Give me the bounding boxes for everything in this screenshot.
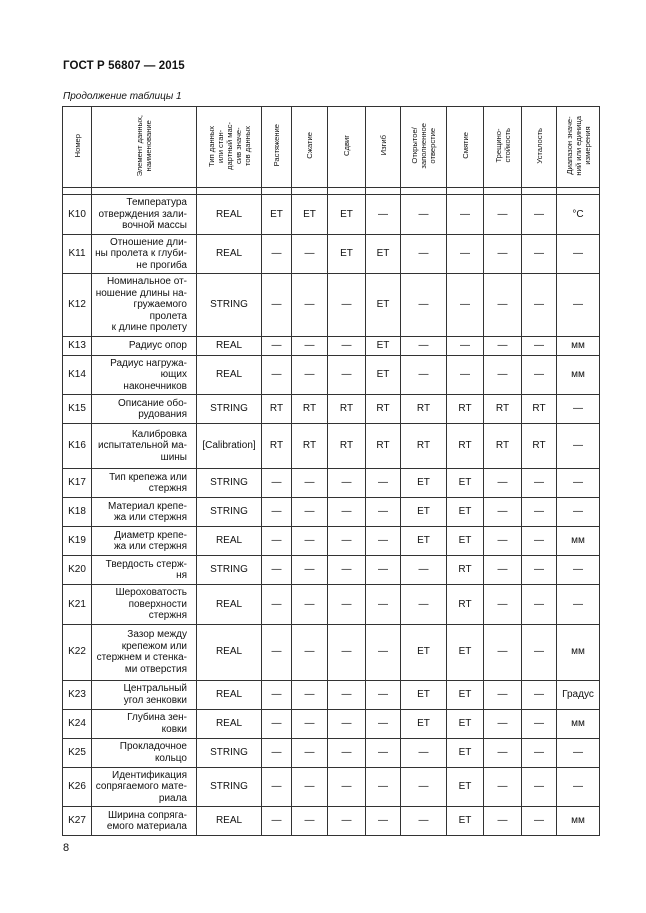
row-test-cell: — bbox=[292, 585, 328, 625]
row-unit: — bbox=[557, 498, 600, 527]
row-element-name: Калибровка испытательной ма- шины bbox=[92, 424, 197, 469]
row-test-cell: — bbox=[366, 680, 401, 709]
row-test-cell: ET bbox=[447, 767, 484, 807]
row-test-cell: — bbox=[522, 624, 557, 680]
row-test-cell: — bbox=[484, 709, 522, 738]
row-test-cell: — bbox=[328, 527, 366, 556]
row-data-type: REAL bbox=[197, 624, 262, 680]
row-test-cell: RT bbox=[328, 424, 366, 469]
table-row bbox=[63, 274, 600, 337]
row-test-cell: — bbox=[328, 680, 366, 709]
row-element-name: Номинальное от- ношение длины на- гружаемого пролета к длине пролету bbox=[92, 274, 197, 337]
header-compression bbox=[292, 107, 328, 188]
row-test-cell: ET bbox=[401, 469, 447, 498]
column-header-label: Номер bbox=[72, 133, 82, 158]
table-row bbox=[63, 624, 600, 680]
table-row bbox=[63, 195, 600, 235]
row-test-cell: ET bbox=[447, 498, 484, 527]
row-test-cell: — bbox=[366, 767, 401, 807]
header-open-hole bbox=[401, 107, 447, 188]
table-row bbox=[63, 395, 600, 424]
row-code: K13 bbox=[63, 336, 92, 355]
row-code: K23 bbox=[63, 680, 92, 709]
row-test-cell: — bbox=[522, 738, 557, 767]
header-fatigue bbox=[522, 107, 557, 188]
row-test-cell: — bbox=[447, 274, 484, 337]
row-code: K18 bbox=[63, 498, 92, 527]
row-element-name: Температура отверждения зали- вочной массы bbox=[92, 195, 197, 235]
row-element-name: Твердость стерж- ня bbox=[92, 556, 197, 585]
row-test-cell: — bbox=[484, 556, 522, 585]
row-test-cell: — bbox=[292, 807, 328, 836]
row-test-cell: — bbox=[328, 738, 366, 767]
row-test-cell: — bbox=[484, 585, 522, 625]
row-data-type: REAL bbox=[197, 585, 262, 625]
row-test-cell: — bbox=[262, 738, 292, 767]
row-test-cell: — bbox=[328, 336, 366, 355]
row-test-cell: RT bbox=[292, 424, 328, 469]
row-test-cell: — bbox=[292, 355, 328, 395]
table-row bbox=[63, 709, 600, 738]
row-test-cell: — bbox=[262, 274, 292, 337]
row-data-type: STRING bbox=[197, 498, 262, 527]
row-code: K16 bbox=[63, 424, 92, 469]
row-code: K14 bbox=[63, 355, 92, 395]
row-test-cell: — bbox=[484, 274, 522, 337]
table-header-row bbox=[63, 107, 600, 188]
row-test-cell: — bbox=[522, 556, 557, 585]
row-unit: — bbox=[557, 395, 600, 424]
table-row bbox=[63, 527, 600, 556]
row-test-cell: ET bbox=[447, 680, 484, 709]
table-row bbox=[63, 234, 600, 274]
row-test-cell: — bbox=[401, 556, 447, 585]
row-unit: — bbox=[557, 469, 600, 498]
table-row bbox=[63, 498, 600, 527]
row-test-cell: — bbox=[262, 807, 292, 836]
row-unit: — bbox=[557, 767, 600, 807]
row-unit: мм bbox=[557, 807, 600, 836]
row-element-name: Описание обо- рудования bbox=[92, 395, 197, 424]
row-test-cell: ET bbox=[366, 234, 401, 274]
row-test-cell: ET bbox=[447, 738, 484, 767]
row-test-cell: — bbox=[401, 336, 447, 355]
row-test-cell: RT bbox=[447, 556, 484, 585]
row-code: K15 bbox=[63, 395, 92, 424]
row-test-cell: — bbox=[522, 469, 557, 498]
table-caption: Продолжение таблицы 1 bbox=[63, 91, 182, 102]
row-test-cell: — bbox=[522, 498, 557, 527]
row-code: K26 bbox=[63, 767, 92, 807]
row-test-cell: — bbox=[328, 585, 366, 625]
row-code: K24 bbox=[63, 709, 92, 738]
row-test-cell: RT bbox=[262, 424, 292, 469]
row-element-name: Тип крепежа или стержня bbox=[92, 469, 197, 498]
row-test-cell: — bbox=[292, 767, 328, 807]
column-header-label: Усталость bbox=[534, 127, 544, 164]
row-test-cell: — bbox=[484, 527, 522, 556]
row-test-cell: — bbox=[401, 274, 447, 337]
row-test-cell: — bbox=[484, 624, 522, 680]
header-range-or-unit bbox=[557, 107, 600, 188]
column-header-label: Диапазон значе- ний или единица измерения bbox=[564, 115, 592, 176]
row-test-cell: — bbox=[292, 680, 328, 709]
row-test-cell: — bbox=[366, 585, 401, 625]
row-test-cell: — bbox=[366, 556, 401, 585]
table-body bbox=[63, 188, 600, 836]
row-unit: — bbox=[557, 585, 600, 625]
row-test-cell: — bbox=[328, 355, 366, 395]
row-test-cell: — bbox=[292, 556, 328, 585]
row-test-cell: — bbox=[447, 355, 484, 395]
row-element-name: Радиус опор bbox=[92, 336, 197, 355]
row-element-name: Шероховатость поверхности стержня bbox=[92, 585, 197, 625]
row-unit: — bbox=[557, 424, 600, 469]
row-test-cell: — bbox=[484, 355, 522, 395]
row-element-name: Идентификация сопрягаемого мате- риала bbox=[92, 767, 197, 807]
table-row bbox=[63, 767, 600, 807]
row-element-name: Диаметр крепе- жа или стержня bbox=[92, 527, 197, 556]
column-header-label: Сжатие bbox=[305, 132, 314, 159]
row-test-cell: ET bbox=[328, 195, 366, 235]
row-code: K22 bbox=[63, 624, 92, 680]
row-test-cell: ET bbox=[401, 527, 447, 556]
table-row bbox=[63, 336, 600, 355]
row-test-cell: — bbox=[522, 355, 557, 395]
row-test-cell: ET bbox=[447, 807, 484, 836]
row-test-cell: — bbox=[292, 738, 328, 767]
row-test-cell: — bbox=[262, 336, 292, 355]
row-test-cell: — bbox=[328, 807, 366, 836]
row-test-cell: RT bbox=[401, 395, 447, 424]
row-test-cell: — bbox=[447, 336, 484, 355]
row-data-type: REAL bbox=[197, 680, 262, 709]
row-test-cell: — bbox=[522, 234, 557, 274]
header-tension bbox=[262, 107, 292, 188]
row-test-cell: — bbox=[522, 709, 557, 738]
row-test-cell: ET bbox=[401, 680, 447, 709]
column-header-label: Элемент данных, наименование bbox=[135, 114, 153, 177]
row-element-name: Радиус нагружа- ющих наконечников bbox=[92, 355, 197, 395]
row-test-cell: — bbox=[522, 680, 557, 709]
row-test-cell: RT bbox=[484, 424, 522, 469]
row-test-cell: — bbox=[292, 274, 328, 337]
row-test-cell: — bbox=[522, 336, 557, 355]
row-test-cell: — bbox=[401, 234, 447, 274]
header-number bbox=[63, 107, 92, 188]
row-element-name: Материал крепе- жа или стержня bbox=[92, 498, 197, 527]
row-code: K27 bbox=[63, 807, 92, 836]
row-test-cell: — bbox=[292, 527, 328, 556]
table-row bbox=[63, 680, 600, 709]
row-test-cell: — bbox=[484, 336, 522, 355]
row-test-cell: — bbox=[262, 498, 292, 527]
row-test-cell: — bbox=[522, 807, 557, 836]
row-element-name: Зазор между крепежом или стержнем и стенка- ми отверстия bbox=[92, 624, 197, 680]
row-code: K11 bbox=[63, 234, 92, 274]
row-data-type: REAL bbox=[197, 195, 262, 235]
row-unit: — bbox=[557, 738, 600, 767]
table-row bbox=[63, 585, 600, 625]
row-test-cell: — bbox=[262, 527, 292, 556]
row-test-cell: — bbox=[401, 807, 447, 836]
column-header-label: Трещино- стойкость bbox=[493, 128, 512, 163]
properties-table bbox=[62, 106, 600, 836]
row-test-cell: ET bbox=[328, 234, 366, 274]
row-unit: мм bbox=[557, 624, 600, 680]
row-test-cell: — bbox=[328, 556, 366, 585]
row-test-cell: — bbox=[292, 469, 328, 498]
row-test-cell: — bbox=[328, 709, 366, 738]
row-test-cell: — bbox=[292, 336, 328, 355]
row-test-cell: ET bbox=[401, 498, 447, 527]
row-test-cell: — bbox=[292, 709, 328, 738]
row-test-cell: RT bbox=[401, 424, 447, 469]
row-test-cell: — bbox=[366, 738, 401, 767]
row-test-cell: — bbox=[292, 498, 328, 527]
row-data-type: REAL bbox=[197, 807, 262, 836]
column-header-label: Тип данных или стан- дартный мас- сив значе- тов данных bbox=[206, 121, 252, 170]
row-test-cell: — bbox=[262, 469, 292, 498]
row-test-cell: — bbox=[484, 195, 522, 235]
row-test-cell: RT bbox=[484, 395, 522, 424]
row-test-cell: — bbox=[484, 680, 522, 709]
row-test-cell: — bbox=[522, 195, 557, 235]
row-test-cell: ET bbox=[447, 709, 484, 738]
row-element-name: Глубина зен- ковки bbox=[92, 709, 197, 738]
row-test-cell: ET bbox=[292, 195, 328, 235]
row-test-cell: — bbox=[401, 585, 447, 625]
table-row bbox=[63, 556, 600, 585]
header-element-name bbox=[92, 107, 197, 188]
row-data-type: STRING bbox=[197, 556, 262, 585]
column-header-label: Сдвиг bbox=[342, 135, 351, 156]
row-test-cell: — bbox=[366, 624, 401, 680]
row-test-cell: — bbox=[328, 498, 366, 527]
row-test-cell: RT bbox=[447, 424, 484, 469]
row-test-cell: — bbox=[484, 469, 522, 498]
row-test-cell: ET bbox=[366, 355, 401, 395]
row-test-cell: — bbox=[366, 498, 401, 527]
table-row bbox=[63, 807, 600, 836]
header-gap-row bbox=[63, 188, 600, 195]
row-code: K20 bbox=[63, 556, 92, 585]
table-row bbox=[63, 469, 600, 498]
row-test-cell: — bbox=[292, 234, 328, 274]
row-test-cell: RT bbox=[522, 424, 557, 469]
row-test-cell: — bbox=[366, 709, 401, 738]
row-test-cell: ET bbox=[401, 624, 447, 680]
row-test-cell: — bbox=[484, 234, 522, 274]
row-test-cell: — bbox=[447, 234, 484, 274]
row-test-cell: — bbox=[262, 624, 292, 680]
row-test-cell: — bbox=[262, 355, 292, 395]
row-test-cell: — bbox=[328, 624, 366, 680]
row-data-type: STRING bbox=[197, 738, 262, 767]
row-test-cell: — bbox=[447, 195, 484, 235]
row-element-name: Центральный угол зенковки bbox=[92, 680, 197, 709]
column-header-label: Смятие bbox=[460, 132, 470, 159]
row-test-cell: — bbox=[262, 234, 292, 274]
row-test-cell: — bbox=[484, 738, 522, 767]
row-test-cell: RT bbox=[262, 395, 292, 424]
row-unit: °C bbox=[557, 195, 600, 235]
row-data-type: REAL bbox=[197, 527, 262, 556]
header-fracture-toughness bbox=[484, 107, 522, 188]
table-row bbox=[63, 738, 600, 767]
row-code: K10 bbox=[63, 195, 92, 235]
row-test-cell: — bbox=[328, 274, 366, 337]
page-number: 8 bbox=[63, 842, 70, 854]
row-test-cell: — bbox=[401, 738, 447, 767]
row-data-type: [Calibration] bbox=[197, 424, 262, 469]
row-test-cell: — bbox=[484, 807, 522, 836]
row-test-cell: — bbox=[366, 469, 401, 498]
row-element-name: Отношение дли- ны пролета к глуби- не прогиба bbox=[92, 234, 197, 274]
row-code: K19 bbox=[63, 527, 92, 556]
row-unit: мм bbox=[557, 527, 600, 556]
row-test-cell: — bbox=[328, 767, 366, 807]
column-header-label: Растяжение bbox=[272, 124, 281, 167]
table-row bbox=[63, 355, 600, 395]
row-data-type: STRING bbox=[197, 274, 262, 337]
row-test-cell: ET bbox=[366, 336, 401, 355]
row-test-cell: — bbox=[262, 585, 292, 625]
row-unit: Градус bbox=[557, 680, 600, 709]
row-unit: мм bbox=[557, 336, 600, 355]
row-data-type: STRING bbox=[197, 395, 262, 424]
row-test-cell: — bbox=[292, 624, 328, 680]
row-data-type: REAL bbox=[197, 234, 262, 274]
header-bearing bbox=[447, 107, 484, 188]
row-test-cell: — bbox=[401, 767, 447, 807]
column-header-label: Изгиб bbox=[378, 135, 388, 156]
row-test-cell: ET bbox=[401, 709, 447, 738]
row-code: K12 bbox=[63, 274, 92, 337]
row-test-cell: ET bbox=[447, 527, 484, 556]
row-test-cell: — bbox=[328, 469, 366, 498]
row-data-type: STRING bbox=[197, 767, 262, 807]
row-test-cell: — bbox=[262, 680, 292, 709]
row-test-cell: — bbox=[522, 767, 557, 807]
row-test-cell: — bbox=[262, 709, 292, 738]
row-test-cell: — bbox=[366, 807, 401, 836]
row-test-cell: RT bbox=[366, 424, 401, 469]
row-data-type: REAL bbox=[197, 336, 262, 355]
row-data-type: REAL bbox=[197, 709, 262, 738]
row-data-type: REAL bbox=[197, 355, 262, 395]
row-code: K21 bbox=[63, 585, 92, 625]
column-header-label: Открытое/ заполненное отверстие bbox=[410, 122, 437, 169]
row-test-cell: RT bbox=[366, 395, 401, 424]
document-title: ГОСТ Р 56807 — 2015 bbox=[63, 60, 185, 72]
row-unit: — bbox=[557, 234, 600, 274]
row-code: K17 bbox=[63, 469, 92, 498]
row-test-cell: — bbox=[262, 556, 292, 585]
row-test-cell: — bbox=[484, 767, 522, 807]
row-test-cell: RT bbox=[522, 395, 557, 424]
row-test-cell: — bbox=[366, 195, 401, 235]
row-test-cell: ET bbox=[447, 469, 484, 498]
row-test-cell: RT bbox=[328, 395, 366, 424]
header-bending bbox=[366, 107, 401, 188]
row-test-cell: — bbox=[262, 767, 292, 807]
header-data-type bbox=[197, 107, 262, 188]
row-test-cell: — bbox=[522, 274, 557, 337]
row-test-cell: — bbox=[401, 355, 447, 395]
row-test-cell: ET bbox=[447, 624, 484, 680]
row-test-cell: RT bbox=[447, 395, 484, 424]
table-row bbox=[63, 424, 600, 469]
row-unit: мм bbox=[557, 709, 600, 738]
row-test-cell: — bbox=[484, 498, 522, 527]
row-test-cell: ET bbox=[366, 274, 401, 337]
row-element-name: Прокладочное кольцо bbox=[92, 738, 197, 767]
row-test-cell: — bbox=[522, 527, 557, 556]
header-shear bbox=[328, 107, 366, 188]
row-test-cell: — bbox=[401, 195, 447, 235]
row-code: K25 bbox=[63, 738, 92, 767]
row-element-name: Ширина сопряга- емого материала bbox=[92, 807, 197, 836]
row-test-cell: RT bbox=[292, 395, 328, 424]
row-data-type: STRING bbox=[197, 469, 262, 498]
row-test-cell: — bbox=[366, 527, 401, 556]
row-unit: — bbox=[557, 556, 600, 585]
row-test-cell: RT bbox=[447, 585, 484, 625]
row-unit: — bbox=[557, 274, 600, 337]
row-unit: мм bbox=[557, 355, 600, 395]
row-test-cell: ET bbox=[262, 195, 292, 235]
row-test-cell: — bbox=[522, 585, 557, 625]
